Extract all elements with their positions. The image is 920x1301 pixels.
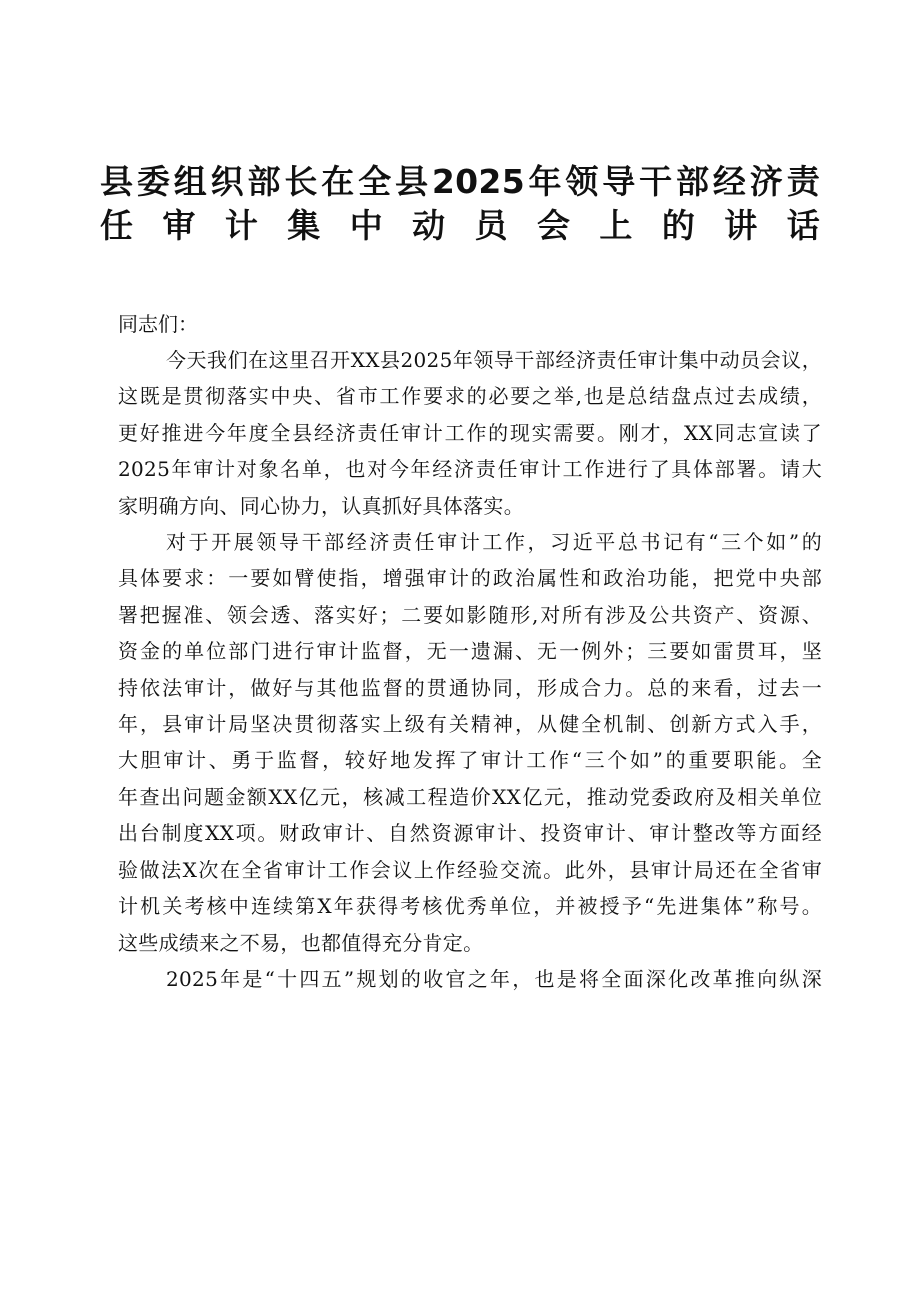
text-line: 资金的单位部门进行审计监督，无一遗漏、无一例外；三要如雷贯耳，坚	[118, 639, 822, 664]
title-line: 县委组织部长在全县2025年领导干部经济责	[100, 162, 820, 201]
salutation: 同志们：	[118, 312, 198, 336]
text-line: 家明确方向、同心协力，认真抓好具体落实。	[118, 493, 524, 518]
text-line: 对于开展领导干部经济责任审计工作，习近平总书记有“三个如”的	[166, 530, 822, 555]
text-line: 这些成绩来之不易，也都值得充分肯定。	[118, 930, 484, 955]
text-line: 具体要求：一要如臂使指，增强审计的政治属性和政治功能，把党中央部	[118, 566, 822, 591]
document-title	[100, 160, 820, 248]
title-line: 任审计集中动员会上的讲话	[100, 206, 820, 245]
text-line: 署把握准、领会透、落实好；二要如影随形,对所有涉及公共资产、资源、	[118, 602, 822, 627]
text-line: 年，县审计局坚决贯彻落实上级有关精神，从健全机制、创新方式入手，	[118, 712, 822, 737]
text-line: 持依法审计，做好与其他监督的贯通协同，形成合力。总的来看，过去一	[118, 675, 822, 700]
paragraph	[118, 961, 822, 997]
text-line: 验做法X次在全省审计工作会议上作经验交流。此外，县审计局还在全省审	[118, 857, 822, 882]
text-line: 2025年是“十四五”规划的收官之年，也是将全面深化改革推向纵深	[166, 966, 822, 991]
text-line: 年查出问题金额XX亿元，核减工程造价XX亿元，推动党委政府及相关单位	[118, 784, 822, 809]
text-line: 大胆审计、勇于监督，较好地发挥了审计工作“三个如”的重要职能。全	[118, 748, 822, 773]
text-line: 计机关考核中连续第X年获得考核优秀单位，并被授予“先进集体”称号。	[118, 894, 822, 919]
paragraph	[118, 524, 822, 961]
text-line: 2025年审计对象名单，也对今年经济责任审计工作进行了具体部署。请大	[118, 457, 822, 482]
text-line: 这既是贯彻落实中央、省市工作要求的必要之举,也是总结盘点过去成绩，	[118, 384, 822, 409]
paragraph	[118, 342, 822, 524]
text-line: 出台制度XX项。财政审计、自然资源审计、投资审计、审计整改等方面经	[118, 821, 822, 846]
document-body	[118, 342, 822, 997]
text-line: 今天我们在这里召开XX县2025年领导干部经济责任审计集中动员会议，	[166, 348, 822, 372]
text-line: 更好推进今年度全县经济责任审计工作的现实需要。刚才，XX同志宣读了	[118, 420, 822, 445]
